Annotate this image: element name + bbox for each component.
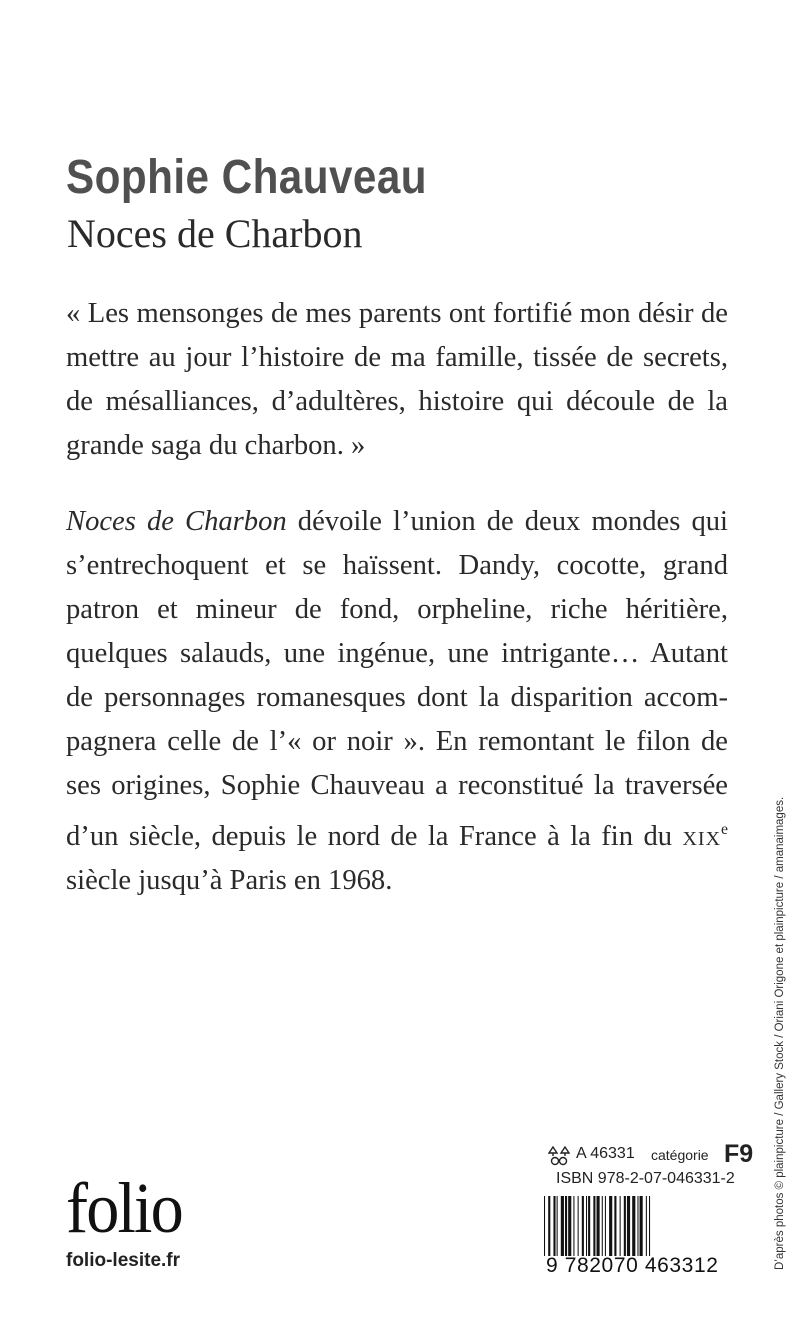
quote-paragraph: « Les mensonges de mes parents ont fortifié mon désir de mettre au jour l’histoire de ma famille, tissée de secrets, de mésalliances, d’adultères, histoire qui découle de la grande saga du charbon. » [66,298,728,461]
barcode-bar [544,1196,545,1256]
isbn-number: ISBN 978-2-07-046331-2 [556,1170,735,1187]
blurb-century-superscript: e [721,821,728,838]
category-value: F9 [724,1140,754,1168]
blurb-text-part2: siècle jusqu’à Paris en 1968. [66,865,393,896]
barcode-bar [597,1196,600,1256]
blurb-paragraph [66,500,728,903]
blurb-century: xix [682,821,722,852]
barcode-bar [620,1196,621,1256]
publisher-logo: folio [66,1168,182,1248]
author-name: Sophie Chauveau [66,151,428,204]
book-title: Noces de Charbon [67,211,363,256]
barcode-bar [605,1196,606,1256]
photo-credit: D’après photos © plainpicture / Gallery Stock / Oriani Origone et plainpicture / amanaimages. [774,796,786,1270]
barcode-bar [609,1196,612,1256]
barcode-bar [557,1196,558,1256]
category-label: catégorie [651,1147,709,1163]
barcode-bar [578,1196,579,1256]
barcode-bar [632,1196,635,1256]
barcode-digits: 9 782070 463312 [546,1254,719,1277]
barcode-bar [637,1196,638,1256]
recycling-trees-icon [548,1144,570,1166]
barcode-bar [593,1196,595,1256]
barcode-bar [624,1196,626,1256]
barcode-bar [646,1196,647,1256]
barcode-bar [565,1196,567,1256]
catalog-code: A 46331 [576,1145,635,1162]
barcode-bar [640,1196,643,1256]
catalog-line [548,1140,754,1170]
barcode-bar [553,1196,555,1256]
barcode-bar [649,1196,650,1256]
blurb-text-part1: dévoile l’union de deux mondes qui s’entrechoquent et se haïssent. Dandy, cocotte, grand patron et mineur de fond, orpheline, riche héritière, quelques salauds, une ingénue, une intrigante… Autant de personnages romanesques dont la disparition accompagnera celle de l’« or noir ». En remontant le filon de ses origines, Sophie Chauveau a reconstitué la traversée d’un siècle, depuis le nord de la France à la fin du [66,506,728,852]
barcode-bar [602,1196,603,1256]
publisher-website: folio-lesite.fr [66,1250,181,1271]
barcode-bar [561,1196,564,1256]
blurb-book-title: Noces de Charbon [66,506,287,537]
barcode-bar [627,1196,630,1256]
barcode-bar [586,1196,587,1256]
barcode-bar [614,1196,616,1256]
barcode-bar [548,1196,550,1256]
barcode-bar [568,1196,571,1256]
barcode-bar [582,1196,584,1256]
barcode-bar [588,1196,590,1256]
barcode-graphic [542,1196,726,1256]
barcode-bar [573,1196,574,1256]
